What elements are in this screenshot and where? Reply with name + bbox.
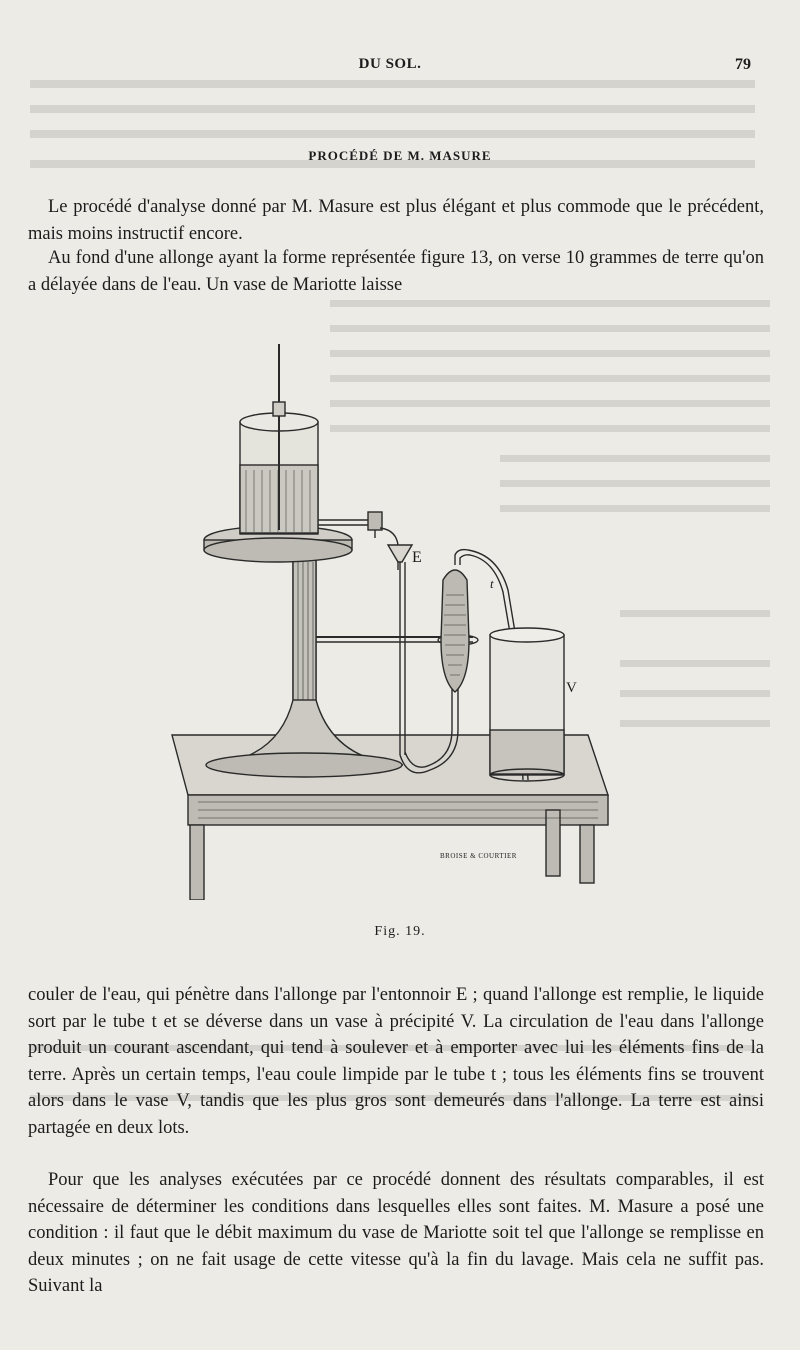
page-number: 79 <box>735 56 751 73</box>
running-title: DU SOL. <box>358 56 422 72</box>
figure-label-v: V <box>566 680 577 696</box>
figure-caption: Fig. 19. <box>374 924 426 939</box>
paragraph-procedure: Au fond d'une allonge ayant la forme représentée figure 13, on verse 10 grammes de terre qu'on a délayée dans de l'eau. Un vase de Mariotte laisse <box>28 248 764 295</box>
paragraph-circulation: couler de l'eau, qui pénètre dans l'allonge par l'entonnoir E ; quand l'allonge est remplie, le liquide sort par le tube t et se déverse dans un vase à précipité V. La circulation de l'eau dans l'allonge produit un courant ascendant, qui tend à soulever et à emporter avec lui les éléments fins de la terre. Après un certain temps, l'eau coule limpide par le tube t ; tous les éléments fins se trouvent alors dans le vase V, tandis que les plus gros sont demeurés dans l'allonge. La terre est ainsi partagée en deux lots. <box>28 985 764 1138</box>
apparatus-illustration <box>168 340 628 900</box>
running-head <box>0 52 800 76</box>
paragraph-conditions: Pour que les analyses exécutées par ce procédé donnent des résultats comparables, il est nécessaire de déterminer les conditions dans lesquelles elles sont faites. M. Masure a posé une condition : il faut que le débit maximum du vase de Mariotte soit tel que l'allonge se remplisse en deux minutes ; on ne fait usage de cette vitesse qu'à la fin du lavage. Mais cela ne suffit pas. Suivant la <box>28 1170 764 1296</box>
paragraph-intro: Le procédé d'analyse donné par M. Masure est plus élégant et plus commode que le précédent, mais moins instructif encore. <box>28 197 764 244</box>
engraver-credit: BROISE & COURTIER <box>440 852 517 860</box>
figure-label-e: E <box>412 549 422 566</box>
figure-label-t: t <box>490 576 494 591</box>
section-heading: PROCÉDÉ DE M. MASURE <box>308 148 492 163</box>
